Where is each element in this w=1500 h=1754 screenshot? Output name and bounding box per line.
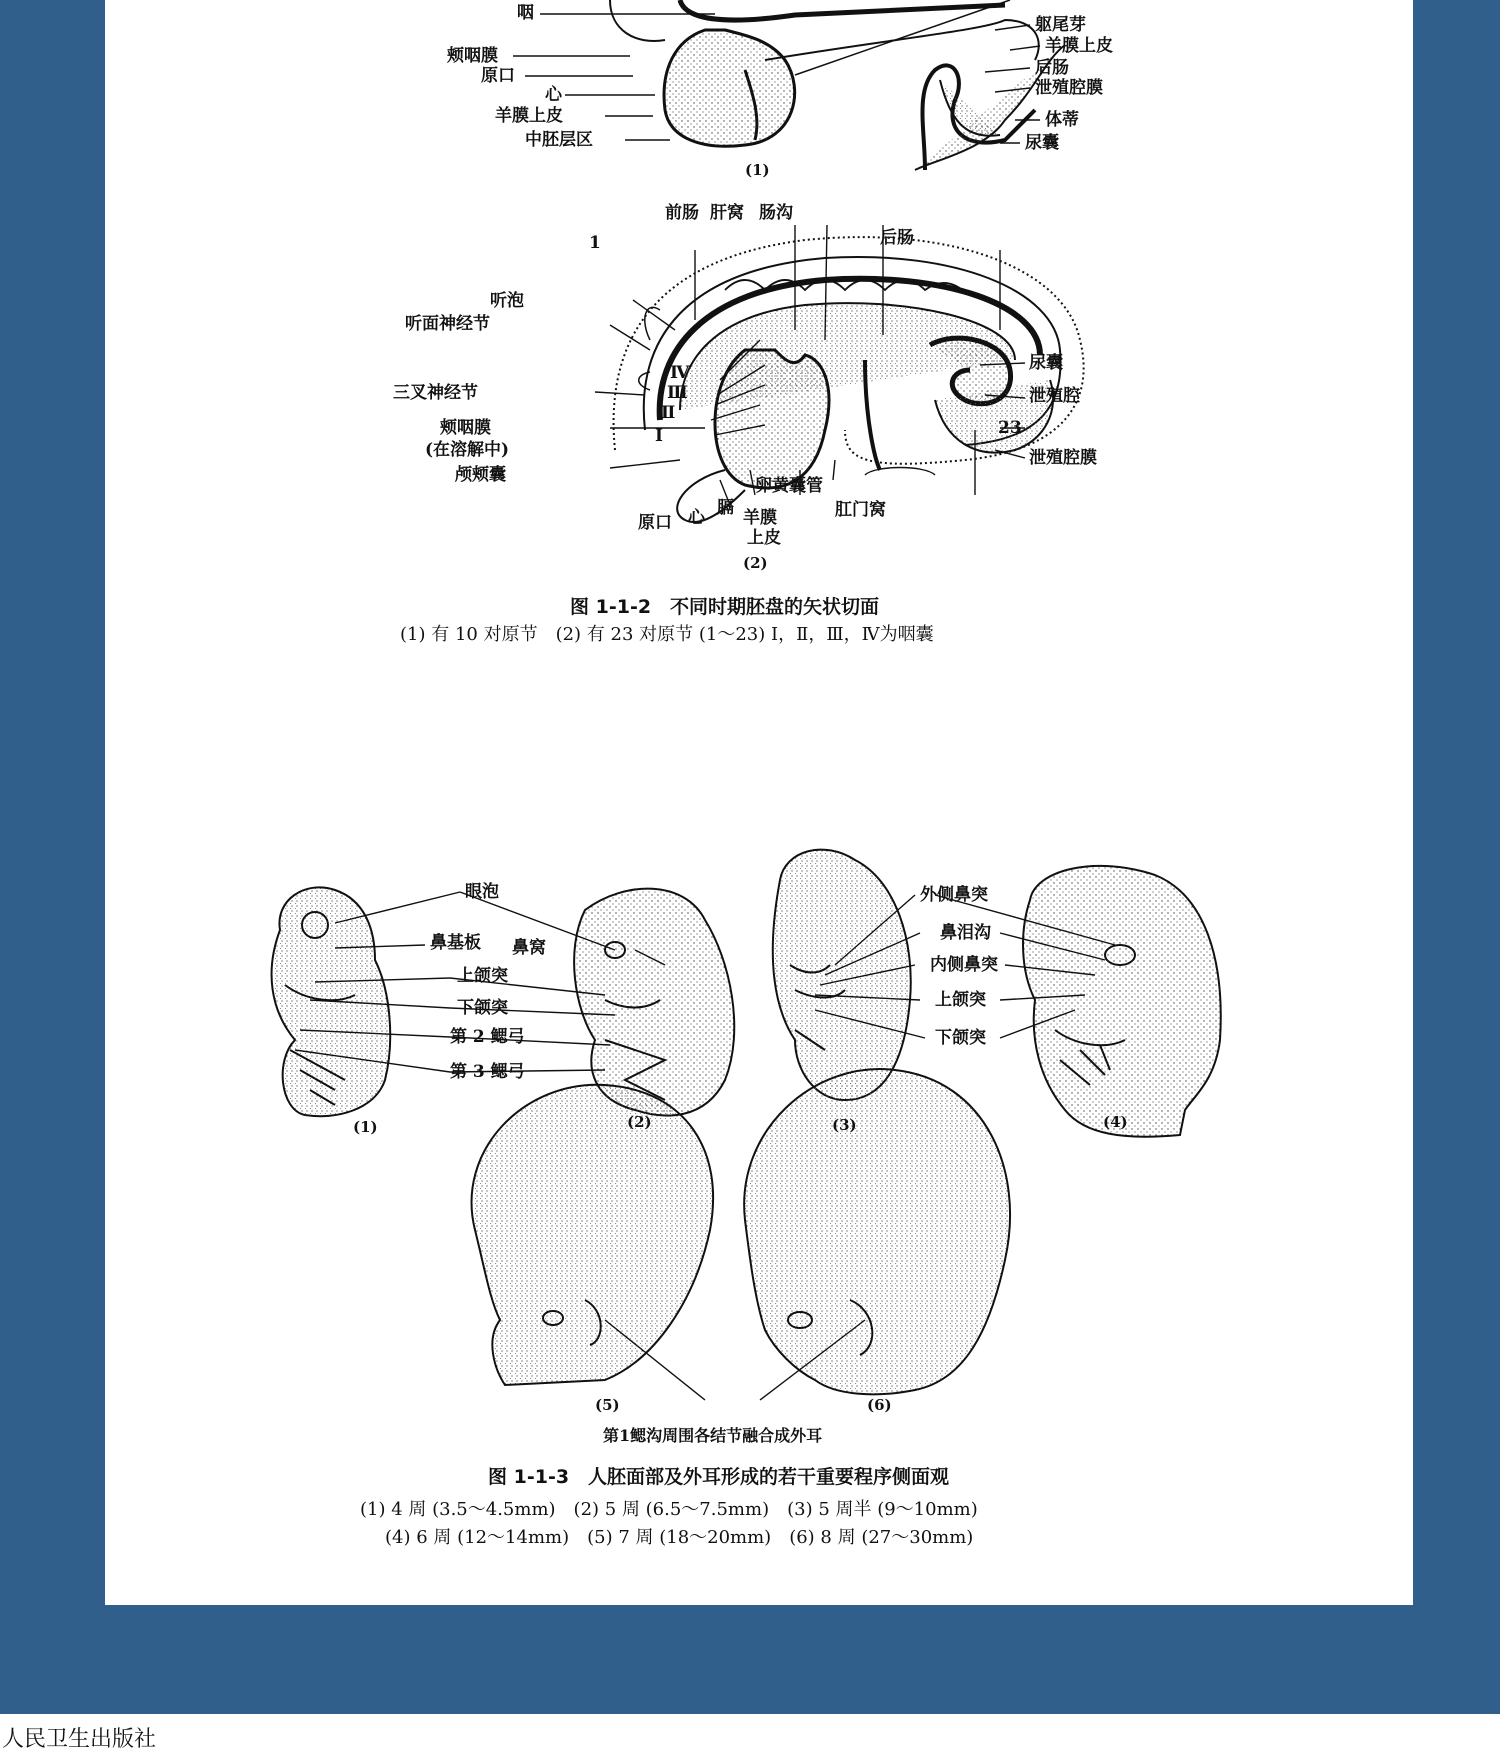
label-luanhuangnangguan: 卵黄囊管 — [755, 476, 823, 496]
label-niaonang-2: 尿囊 — [1029, 353, 1063, 373]
label-biwo: 鼻窝 — [512, 938, 546, 958]
figure-1-1-2-title: 图 1-1-2 不同时期胚盘的矢状切面 — [570, 596, 880, 618]
stage-number-3: (3) — [832, 1116, 857, 1134]
label-segment-1: 1 — [589, 233, 601, 253]
label-di3saigong: 第 3 鳃弓 — [450, 1062, 525, 1082]
face-stage-2-drawing — [574, 889, 734, 1116]
face-stage-5-drawing — [472, 1085, 714, 1385]
section-1-drawing — [610, 0, 1065, 170]
label-xin: 心 — [545, 85, 562, 105]
label-tingmianshenjingjie: 听面神经节 — [405, 314, 490, 334]
label-jiayanmo: 颊咽膜 — [447, 46, 498, 66]
label-tidi: 体蒂 — [1045, 110, 1079, 130]
footer-bar — [0, 1714, 1500, 1754]
label-neicebitu: 内侧鼻突 — [930, 955, 998, 975]
label-luhuangnang: 颅颊囊 — [455, 465, 506, 485]
label-zhongpeiceng: 中胚层区 — [525, 130, 593, 150]
label-houchang-2: 后肠 — [880, 228, 914, 248]
label-ge: 膈 — [717, 498, 734, 518]
face-stage-4-drawing — [1023, 866, 1221, 1137]
figure-1-1-3-note-line-2: (4) 6 周 (12～14mm) (5) 7 周 (18～20mm) (6) 8 周 (27～30mm) — [385, 1527, 974, 1548]
label-yangmoshangpi-right: 羊膜上皮 — [1045, 36, 1113, 56]
publisher-name: 人民卫生出版社 — [2, 1727, 157, 1752]
part-number-2: (2) — [743, 554, 768, 572]
stage-number-2: (2) — [627, 1113, 652, 1131]
label-ganwo: 肝窝 — [710, 203, 744, 223]
label-shanghetu: 上颌突 — [457, 966, 508, 986]
label-jiayanmo-2: 颊咽膜 — [440, 418, 491, 438]
label-waicebitu: 外侧鼻突 — [920, 885, 988, 905]
label-yuankou-2: 原口 — [638, 513, 672, 533]
document-page — [105, 0, 1413, 1605]
label-quweiya: 躯尾芽 — [1035, 15, 1086, 35]
stage-number-1: (1) — [353, 1118, 378, 1136]
label-pouch-i: Ⅰ — [655, 426, 663, 446]
face-stage-6-drawing — [744, 1069, 1010, 1394]
face-stage-3-drawing — [773, 850, 911, 1100]
label-xiahetu: 下颌突 — [457, 998, 508, 1018]
stage-number-5: (5) — [595, 1396, 620, 1414]
label-xiezhiqiangmo-1: 泄殖腔膜 — [1035, 78, 1103, 98]
label-bileigou: 鼻泪沟 — [940, 923, 991, 943]
label-xiezhiqiangmo-2: 泄殖腔膜 — [1029, 448, 1097, 468]
figure-1-1-2-note: (1) 有 10 对原节 (2) 有 23 对原节 (1～23) Ⅰ，Ⅱ，Ⅲ，Ⅳ为咽囊 — [400, 624, 934, 645]
label-yuankou: 原口 — [481, 66, 515, 86]
label-pouch-iii: Ⅲ — [667, 383, 688, 403]
embryo-illustrations — [105, 0, 1413, 1605]
label-xin-2: 心 — [688, 508, 705, 528]
label-xiezhiqiang: 泄殖腔 — [1029, 386, 1080, 406]
label-segment-23: 23 — [998, 418, 1022, 438]
label-yanpao: 眼泡 — [465, 882, 499, 902]
label-pouch-ii: Ⅱ — [661, 403, 676, 423]
figure-1-1-3-title: 图 1-1-3 人胚面部及外耳形成的若干重要程序侧面观 — [488, 1466, 950, 1488]
label-changgou: 肠沟 — [759, 203, 793, 223]
label-di2saigong: 第 2 鳃弓 — [450, 1027, 525, 1047]
label-yangmo: 羊膜 — [743, 508, 777, 528]
label-yan: 咽 — [517, 3, 534, 23]
label-ganmenwo: 肛门窝 — [835, 500, 886, 520]
label-qianchang: 前肠 — [665, 203, 699, 223]
figure-1-1-3-note-line-1: (1) 4 周 (3.5～4.5mm) (2) 5 周 (6.5～7.5mm) (3) 5 周半 (9～10mm) — [360, 1499, 978, 1520]
label-shangpi: 上皮 — [747, 528, 781, 548]
part-number-1: (1) — [745, 161, 770, 179]
label-fusion-note: 第1鳃沟周围各结节融合成外耳 — [603, 1426, 823, 1445]
label-tingpao: 听泡 — [490, 291, 524, 311]
label-yangmoshangpi: 羊膜上皮 — [495, 106, 563, 126]
label-bijiban: 鼻基板 — [430, 933, 481, 953]
label-shanghetu-right: 上颌突 — [935, 990, 986, 1010]
label-pouch-iv: Ⅳ — [670, 363, 690, 383]
label-sanchashenjingjie: 三叉神经节 — [393, 383, 478, 403]
stage-number-6: (6) — [867, 1396, 892, 1414]
label-xiahetu-right: 下颌突 — [935, 1028, 986, 1048]
label-houchang-1: 后肠 — [1035, 58, 1069, 78]
label-niaonang-1: 尿囊 — [1025, 133, 1059, 153]
stage-number-4: (4) — [1103, 1113, 1128, 1131]
label-zairongjie: (在溶解中) — [425, 440, 510, 460]
